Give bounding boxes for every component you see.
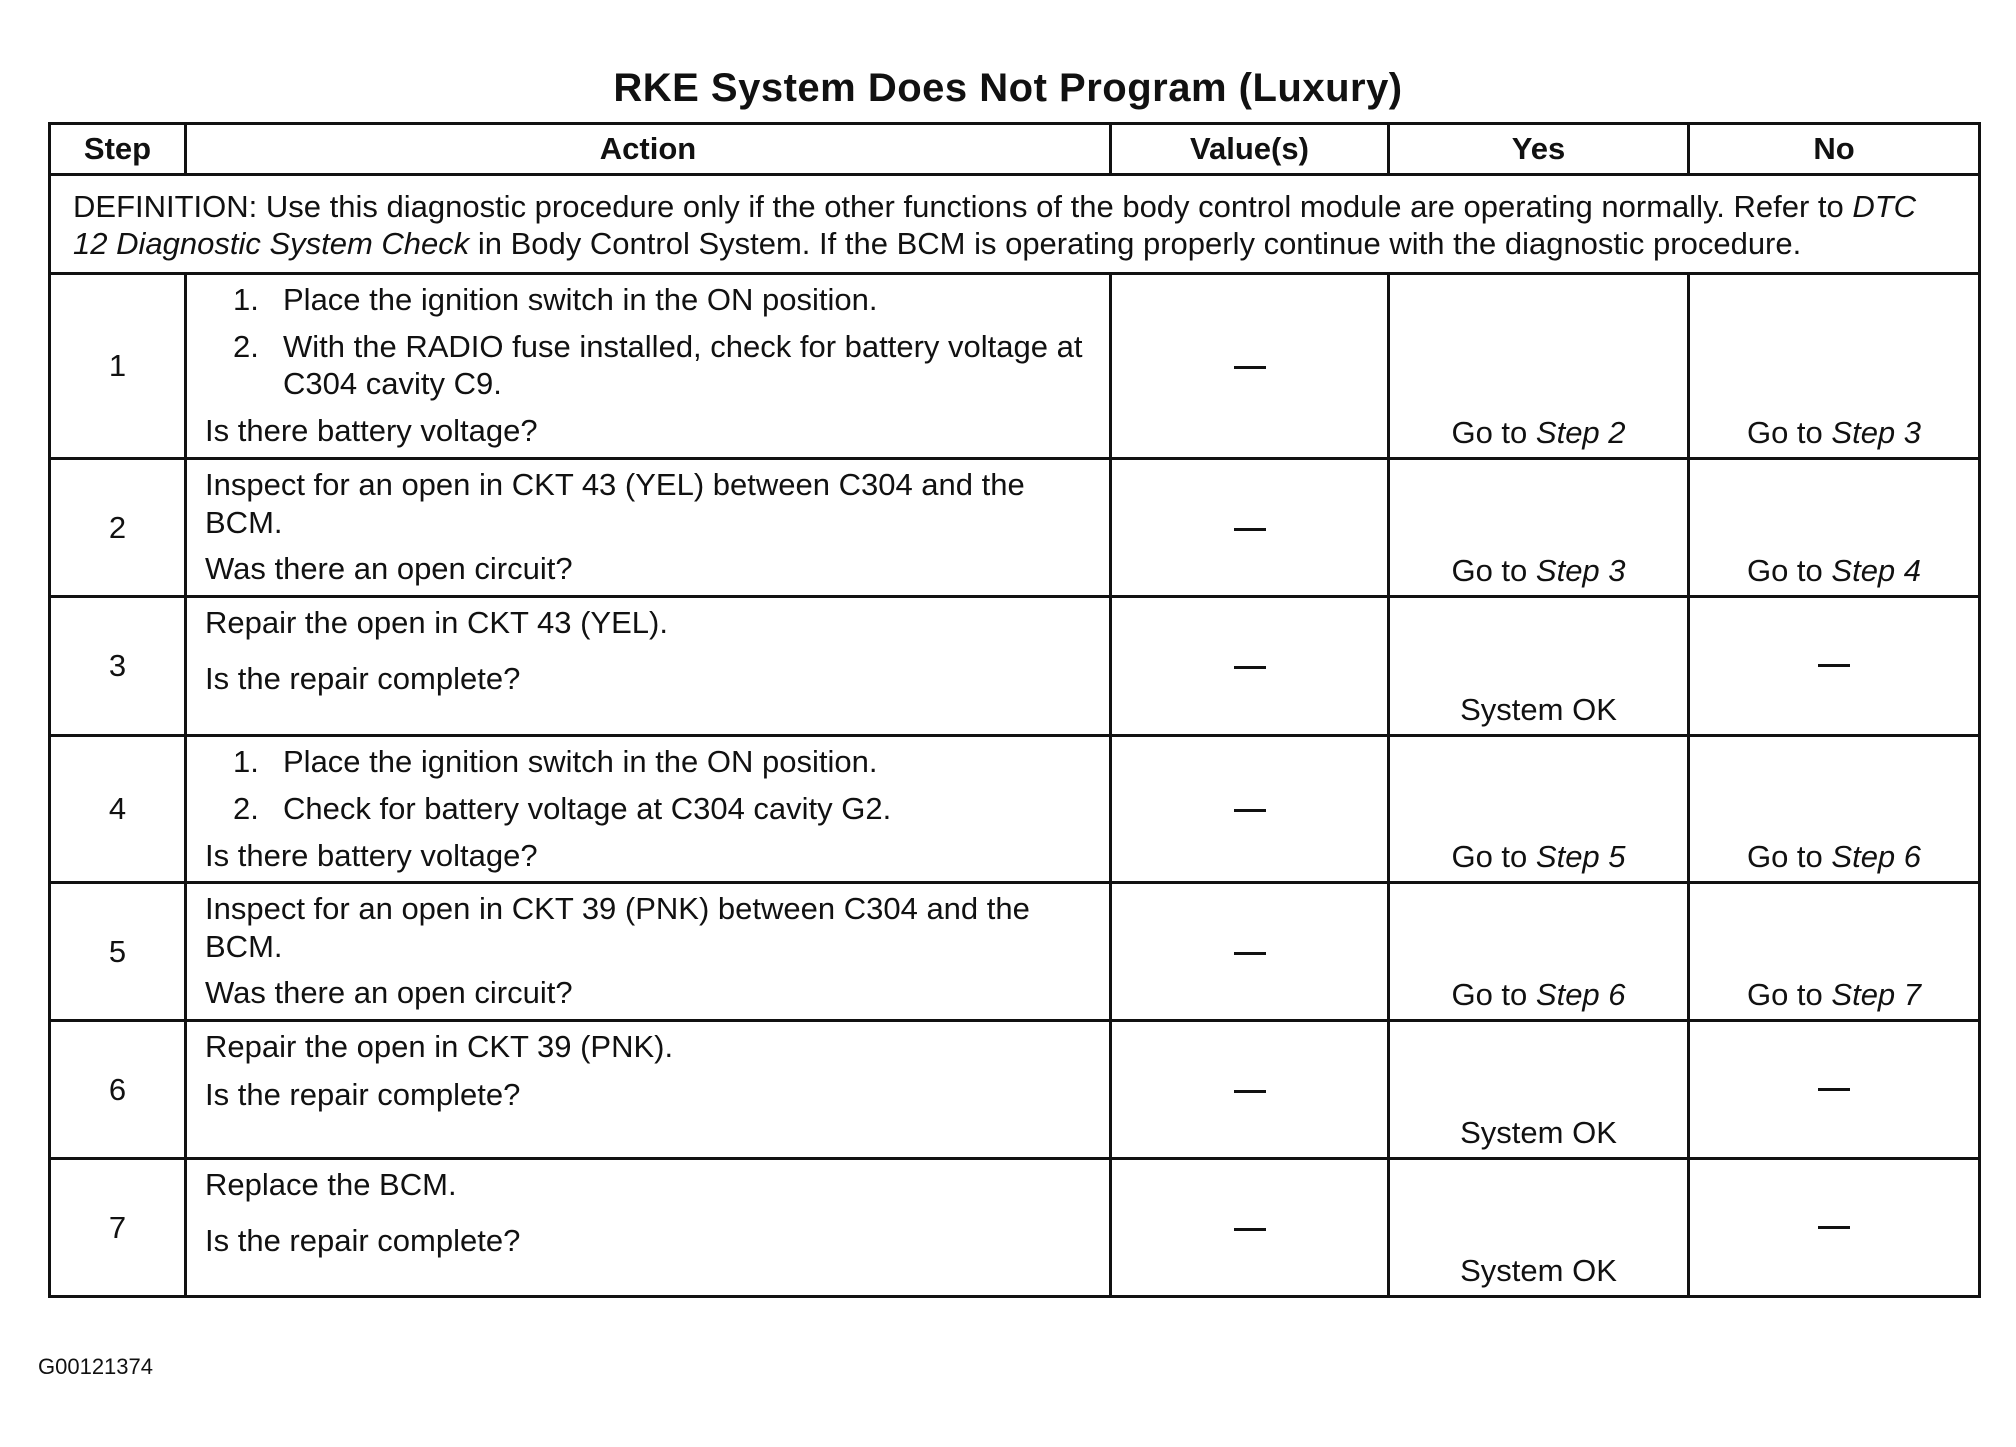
- value-dash: [1234, 666, 1266, 669]
- step-reference: Step 3: [1831, 415, 1922, 450]
- step-number: 3: [50, 597, 186, 736]
- action-text: Repair the open in CKT 43 (YEL).: [205, 605, 668, 640]
- step-reference: Step 6: [1535, 977, 1626, 1012]
- item-number: 1.: [233, 744, 259, 779]
- definition-part2: in Body Control System. If the BCM is operating properly continue with the diagnostic procedure.: [469, 226, 1802, 261]
- yes-result: [1451, 413, 1625, 453]
- yes-result: [1451, 975, 1625, 1015]
- no-dash: [1818, 1088, 1850, 1091]
- definition-text: [50, 175, 1980, 274]
- header-row: [50, 124, 1980, 175]
- table-row: [50, 1159, 1980, 1297]
- action-cell: [186, 459, 1111, 597]
- action-cell: [186, 597, 1111, 736]
- action-question: Is the repair complete?: [205, 1223, 521, 1258]
- action-cell: [186, 1021, 1111, 1159]
- table-row: [50, 736, 1980, 883]
- step-reference: Step 7: [1831, 977, 1922, 1012]
- value-cell: [1111, 1159, 1389, 1297]
- no-cell: [1689, 736, 1980, 883]
- action-question: Is the repair complete?: [205, 1077, 521, 1112]
- action-item: [205, 328, 1091, 402]
- value-cell: [1111, 597, 1389, 736]
- step-number: 5: [50, 883, 186, 1021]
- value-dash: [1234, 1090, 1266, 1093]
- table-row: [50, 274, 1980, 459]
- result-prefix: Go to: [1451, 415, 1536, 450]
- diagnostic-table: [48, 122, 1981, 1298]
- no-result: [1747, 413, 1921, 453]
- action-text: Inspect for an open in CKT 39 (PNK) between C304 and the BCM.: [205, 891, 1030, 964]
- no-cell: [1689, 1021, 1980, 1159]
- step-number: 6: [50, 1021, 186, 1159]
- result-prefix: Go to: [1451, 839, 1536, 874]
- result-prefix: Go to: [1451, 553, 1536, 588]
- no-result: [1747, 975, 1921, 1015]
- action-question: Is the repair complete?: [205, 661, 521, 696]
- yes-cell: [1389, 597, 1689, 736]
- step-number: 2: [50, 459, 186, 597]
- yes-result: [1451, 551, 1625, 591]
- value-dash: [1234, 809, 1266, 812]
- no-dash: [1818, 1226, 1850, 1229]
- value-cell: [1111, 274, 1389, 459]
- document-title: RKE System Does Not Program (Luxury): [613, 66, 1403, 110]
- header-yes: Yes: [1389, 124, 1689, 175]
- table-row: [50, 1021, 1980, 1159]
- value-cell: [1111, 883, 1389, 1021]
- item-text: Check for battery voltage at C304 cavity G2.: [283, 791, 892, 826]
- yes-cell: [1389, 736, 1689, 883]
- action-cell: [186, 274, 1111, 459]
- yes-result: [1451, 837, 1625, 877]
- yes-result: System OK: [1460, 692, 1617, 727]
- item-text: Place the ignition switch in the ON position.: [283, 282, 878, 317]
- value-dash: [1234, 952, 1266, 955]
- table-row: [50, 597, 1980, 736]
- action-question: Was there an open circuit?: [205, 975, 573, 1010]
- step-reference: Step 5: [1535, 839, 1626, 874]
- table-row: [50, 883, 1980, 1021]
- item-number: 2.: [233, 791, 259, 826]
- header-action: Action: [186, 124, 1111, 175]
- item-number: 1.: [233, 282, 259, 317]
- result-prefix: Go to: [1746, 839, 1832, 874]
- value-dash: [1234, 528, 1266, 531]
- yes-cell: [1389, 1159, 1689, 1297]
- action-cell: [186, 883, 1111, 1021]
- no-result: [1747, 837, 1921, 877]
- step-reference: Step 6: [1831, 839, 1922, 874]
- result-prefix: Go to: [1746, 415, 1832, 450]
- no-cell: [1689, 597, 1980, 736]
- no-cell: [1689, 459, 1980, 597]
- value-cell: [1111, 459, 1389, 597]
- action-text: Inspect for an open in CKT 43 (YEL) between C304 and the BCM.: [205, 467, 1025, 540]
- value-dash: [1234, 366, 1266, 369]
- step-number: 7: [50, 1159, 186, 1297]
- definition-row: [50, 175, 1980, 274]
- result-prefix: Go to: [1451, 977, 1536, 1012]
- no-cell: [1689, 274, 1980, 459]
- no-dash: [1818, 664, 1850, 667]
- yes-result: System OK: [1460, 1115, 1617, 1150]
- action-question: Is there battery voltage?: [205, 413, 538, 448]
- action-item: [205, 743, 1091, 780]
- value-dash: [1234, 1228, 1266, 1231]
- step-number: 4: [50, 736, 186, 883]
- yes-result: System OK: [1460, 1253, 1617, 1288]
- item-number: 2.: [233, 329, 259, 364]
- no-result: [1747, 551, 1921, 591]
- definition-reference: DTC 12 Diagnostic System Check: [73, 189, 1917, 261]
- no-cell: [1689, 883, 1980, 1021]
- action-cell: [186, 736, 1111, 883]
- item-text: Place the ignition switch in the ON position.: [283, 744, 878, 779]
- step-number: 1: [50, 274, 186, 459]
- step-reference: Step 4: [1831, 553, 1922, 588]
- step-reference: Step 2: [1535, 415, 1626, 450]
- action-question: Was there an open circuit?: [205, 551, 573, 586]
- action-text: Replace the BCM.: [205, 1167, 457, 1202]
- value-cell: [1111, 1021, 1389, 1159]
- header-values: Value(s): [1111, 124, 1389, 175]
- result-prefix: Go to: [1746, 553, 1832, 588]
- action-cell: [186, 1159, 1111, 1297]
- figure-id: G00121374: [38, 1354, 153, 1379]
- item-text: With the RADIO fuse installed, check for battery voltage at C304 cavity C9.: [283, 329, 1083, 401]
- yes-cell: [1389, 459, 1689, 597]
- action-item: [205, 281, 1091, 318]
- value-cell: [1111, 736, 1389, 883]
- action-question: Is there battery voltage?: [205, 838, 538, 873]
- action-item: [205, 790, 1091, 827]
- yes-cell: [1389, 274, 1689, 459]
- header-no: No: [1689, 124, 1980, 175]
- header-step: Step: [50, 124, 186, 175]
- no-cell: [1689, 1159, 1980, 1297]
- yes-cell: [1389, 1021, 1689, 1159]
- step-reference: Step 3: [1535, 553, 1626, 588]
- action-text: Repair the open in CKT 39 (PNK).: [205, 1029, 674, 1064]
- yes-cell: [1389, 883, 1689, 1021]
- result-prefix: Go to: [1746, 977, 1832, 1012]
- table-row: [50, 459, 1980, 597]
- definition-part1: DEFINITION: Use this diagnostic procedure only if the other functions of the body control module are operating normally. Refer to: [73, 189, 1853, 224]
